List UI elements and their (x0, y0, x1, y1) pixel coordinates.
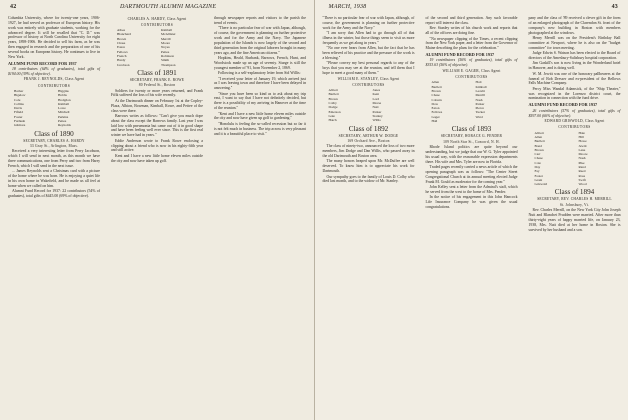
paragraph: of the second and third generation. Any such favorable report will interest the class. (425, 16, 518, 25)
paragraph: Our sympathy goes to the family of Louis D. Colby who died last month, and to the widow of Mr. Stanley. (322, 174, 415, 184)
paragraph: Henry Merrill was on the President's Birthday Ball committee at Newport, where he is also on the "budget committee" for town meeting. (528, 35, 621, 50)
contributors-heading: CONTRIBUTORS (558, 125, 591, 130)
contributor-name: McAllister (161, 32, 176, 37)
secretary-address: 80 Federal St., Boston (138, 83, 176, 88)
right-running-head (325, 4, 619, 14)
contributor-name: Tucker (475, 110, 485, 115)
paragraph: John Kelley sent a letter from the Admiral's staff, which he served from the west to the home of Mrs. Pender. (425, 185, 518, 194)
contributor-name: Rand (578, 165, 586, 169)
contributor-name: Gale (328, 113, 335, 118)
contributor-name: Eaton (117, 45, 125, 50)
paragraph: Received a very interesting letter from Perry Jacobson, which I will send in next month, as this month we have three communications, one from Perry and two from Harry French, which I will send in the next issue. (8, 149, 100, 168)
contributors-heading: CONTRIBUTORS (140, 22, 174, 27)
contributor-name: Jacobson (117, 62, 130, 67)
contributor-name: Abbott (534, 130, 544, 135)
class-agent: FRANK J. REYNOLDS, Class Agent (23, 77, 85, 82)
contributor-name: Robinson (161, 53, 174, 58)
paragraph: Barrows writes as follows: "Can't give you much dope about the class except the Barrows family. Last year I was laid low with pneumonia but came out of it in good shape and have been feeling well ever since. This is the first real winter we have had in years." (111, 113, 203, 138)
contributor-list (8, 89, 100, 128)
contributor-name: Holt (475, 80, 482, 85)
contributor-name: Wood (578, 182, 587, 187)
right-page (315, 0, 628, 420)
class-secretary: SECRETARY, HORACE G. PENDER (440, 134, 503, 139)
contributors-heading: CONTRIBUTORS (352, 82, 385, 87)
paragraph: Judge Edwin S. Watson has been elected to the Board of directors of the Amesbury-Salisbury hospital corporation. (528, 51, 621, 60)
contributor-name: Merrill (475, 93, 486, 98)
contributor-name: Hale (578, 130, 585, 135)
paragraph: "Kent and I have a new little home eleven miles outside the city and now have given up golf to gardening." (214, 111, 306, 121)
running-head-date: MARCH, 1938 (328, 4, 367, 10)
contributor-name: Brown (431, 89, 441, 93)
contributor-list (323, 88, 415, 122)
contributor-name: Collins (14, 101, 24, 106)
contributor-name: Grant (534, 177, 543, 182)
contributor-name: Chase (431, 93, 440, 98)
paragraph: "Honolulu is feeling the so-called recession but so far it is not felt much in business. The trip across is very pleasant and it is a beautiful place to visit." (214, 121, 306, 136)
contributor-name: Fellows (431, 110, 443, 115)
contributor-name: Chase (534, 156, 543, 161)
contributor-name: Reynolds (58, 123, 71, 128)
paragraph: Columbia University, where for twenty-one years, 1906-1927, he had served as professor of European history. His work was entirely with graduate students, working for the advanced degree. It will be recalled that "C. D." was professor of history at North Carolina University for eight years, 1898-1906. He decided to sell his farm, as he was then engaged in research and the preparation of one of his several books on European history. He continues to live in New York. (8, 16, 100, 59)
paragraph: Following is a self-explanatory letter from Sid Willis: (218, 71, 301, 76)
contributor-name: Abbott (328, 88, 338, 93)
class-agent: WILLIAM E. STANLEY, Class Agent (337, 76, 400, 81)
paragraph: "Please convey my best personal regards to any of the boys that you may see at the reunion, and tell them that I hope to meet a good many of them." (322, 61, 415, 76)
contributor-name: Gilmore (14, 123, 26, 128)
paragraph: Rev. Charles Merrill, on the New York City John Joseph Nutt and Blanchet Prudden were married. After more than thirty-eight years of happy married life, on January 23, 1938, Mrs. Nutt died at her home in Boston. She is survived by her husband and a son. (528, 208, 621, 232)
class-agent: EDWARD GRISWOLD, Class Agent (544, 118, 605, 123)
contributor-name: Brown (117, 36, 127, 41)
contributor-name: Thompson (161, 62, 176, 67)
class-agent: CHARLES A. HARDY, Class Agent (127, 16, 187, 21)
contributor-name: Allen (431, 80, 440, 85)
contributor-name: Hill (578, 134, 584, 139)
contributor-name: Bartlett (431, 84, 442, 89)
contributor-name: Bigelow (14, 93, 26, 98)
contributor-name: Swift (578, 177, 586, 182)
secretary-address: 33 Gray St., Arlington, Mass. (29, 143, 79, 148)
paragraph: The class of ninety-two, announced the loss of two more members, Jim Dodge and Dan Willis, who passed away in the old Dartmouth and Boston area. (322, 144, 415, 158)
paragraph: Jim Gaskill's son is now living in the Wonderland hotel in Hanover, and is doing well. (528, 61, 621, 71)
fund-text: 19 contributors (56% of graduates), total gifts of $353.63 (56% of objective). (425, 58, 518, 68)
right-column-1 (323, 16, 415, 185)
left-running-head (10, 4, 304, 14)
paragraph: "Since you have been so kind as to ask about my trip east, I want to say that I have not definitely decided, but there is a possibility of my arriving in Hanover at the time of the reunion." (214, 91, 306, 111)
contributor-name: Hatch (328, 118, 337, 123)
contributor-name: Kimball (475, 84, 487, 89)
contributors-heading: CONTRIBUTORS (455, 75, 488, 80)
paragraph: W. M. Jewitt was one of the honorary pallbearers at the funeral of Bob Dresser and ex-president of the Bellows Falls Machine Company. (528, 71, 621, 86)
contributor-name: Pettee (161, 49, 170, 54)
contributor-name: Allen (534, 134, 543, 139)
paragraph: In the notice of his engagement in this John Hancock Life Insurance Company he was given the usual congratulations. (425, 195, 518, 209)
class-secretary: SECRETARY, CHARLES A. HARDY (23, 138, 85, 143)
contributor-name: Ward (475, 114, 483, 119)
contributor-name: Furbush (14, 118, 26, 123)
contributor-name: Brown (328, 96, 338, 101)
contributor-name: Nutt (372, 105, 379, 110)
contributor-name: Fellows (117, 49, 128, 54)
contributor-name: Kent (372, 92, 380, 97)
class-heading: Class of 1890 (34, 129, 74, 138)
contributor-name: Nash (578, 156, 586, 161)
paragraph: "No one ever hears from Allen, but the fact that he has been relieved of his practice and the pressure of the work is a blessing." (322, 46, 415, 60)
paragraph: Percy Miss Wandal Adamsick, of the "Ship Theater," was recognized in the Lorenzo district court, the nomination in connection with the fund drive. (528, 86, 621, 101)
contributor-name: Cole (534, 160, 541, 165)
left-column-2 (111, 16, 203, 164)
contributor-list (426, 80, 518, 123)
contributor-name: Higgins (58, 88, 69, 93)
contributor-name: Hobbs (58, 93, 67, 98)
class-heading: Class of 1893 (451, 125, 492, 134)
contributor-name: Kimball (58, 101, 70, 106)
contributor-name: Dodge (328, 105, 338, 110)
contributor-name: Eaton (431, 106, 440, 111)
right-column-2 (426, 16, 518, 210)
contributor-name: Davis (14, 106, 22, 111)
paragraph: through newspaper reports and visitors to the parish the trend of events. (214, 16, 306, 25)
contributor-name: Noyes (161, 45, 170, 50)
left-column-3 (214, 16, 306, 137)
paragraph: The many honors heaped upon Mr. McDuffee are well deserved. To know him is to appreciate his work for Dartmouth. (322, 159, 415, 174)
contributor-name: Pike (578, 160, 585, 165)
class-secretary: SECRETARY, ARTHUR W. DODGE (338, 133, 399, 138)
contributor-name: Carr (534, 152, 541, 157)
contributor-name: Mitchell (58, 110, 70, 115)
contributor-name: Colby (328, 101, 337, 106)
contributor-name: Griswold (534, 182, 548, 187)
right-column-3 (529, 16, 621, 233)
fund-text: 26 contributors (57% of graduates), total gifts of $597.00 (66% of objective). (528, 108, 621, 118)
paragraph: "No newspaper clipping of the Times, a recent clipping from the New York paper, and a letter from the Governor of Maine describing the plans for the celebration." (425, 36, 518, 51)
fund-text: 18 contributors (64% of graduates), total gifts of $194.00 (39% of objective). (8, 66, 100, 76)
contributor-name: Smith (161, 58, 170, 63)
paragraph: Alumni Fund Record for 1937: 22 contributors (54% of graduates), total gifts of $445.00 (69% of objective). (8, 189, 100, 199)
paragraph: Eddie Anderson wrote to Frank Rowe enclosing a clipping about a friend who is now in his eighty-fifth year and still active. (111, 138, 203, 153)
contributor-name: Leavitt (475, 89, 486, 93)
contributor-name: Emerson (328, 109, 341, 114)
page-number: 42 (10, 4, 17, 10)
contributor-name: Howe (578, 139, 587, 144)
paragraph: Hopkins, Heald, Burbank, Barrows, French, Hunt, and Woodstock made up an age of seventy. Sturge is still the youngest member of '91, born November 2, 1869. (214, 55, 306, 70)
contributor-name: Hodgdon (58, 97, 71, 102)
contributor-name: Moore (161, 41, 171, 46)
contributor-name: Bartlett (534, 139, 545, 144)
secretary-address: St. Johnsbury, Vt. (559, 202, 590, 207)
paragraph: Rev. Stanley writes of his church work and reports that all of the officers are doing fine. (425, 26, 518, 36)
contributor-name: Bartlett (328, 92, 339, 97)
contributors-heading: CONTRIBUTORS (37, 83, 71, 88)
class-agent: WILLIAM E. GAGER, Class Agent (442, 68, 501, 73)
contributor-name: Cole (14, 97, 21, 102)
contributor-name: Gager (431, 114, 440, 119)
contributor-name: Parker (372, 109, 382, 114)
paragraph: Soldiers for twenty or more years returned, and Frank Fifik suffered the loss of his wife recently. (111, 88, 203, 98)
left-column-1 (8, 16, 100, 199)
contributor-name: Perkins (58, 114, 69, 119)
fund-heading: ALUMNI FUND RECORD FOR 1937 (528, 102, 598, 108)
paragraph: ... James Reynolds sent a Christmas card with a picture of the home where he was born. He is enjoying a quiet life in his own home in Wakefield, and he made us all feel at home when we called on him. (8, 169, 100, 188)
paragraph: "I received your letter of January 19, which arrived just as I was leaving town and therefore I have been delayed in answering." (214, 76, 306, 91)
paragraph: pany and the class of '89 received a clever gift in the form of an enlarged photograph of the Clarendon St. front of the company's new building in Boston with members photographed at the windows. (528, 16, 621, 35)
contributor-name: Nash (475, 97, 483, 102)
contributor-name: Blanchard (117, 32, 131, 37)
contributor-name: French (117, 53, 127, 58)
contributor-name: Foster (534, 173, 543, 178)
secretary-address: 169 Orchard Ave., Boston (347, 138, 390, 143)
class-secretary: SECRETARY, REV. CHARLES H. MERRILL (537, 197, 612, 202)
contributor-name: Pettee (58, 118, 67, 123)
running-head-title: DARTMOUTH ALUMNI MAGAZINE (120, 4, 217, 10)
contributor-name: Stanley (372, 113, 383, 118)
contributor-name: Bond (534, 143, 542, 148)
contributor-name: Moore (578, 152, 588, 157)
contributor-name: Ross (578, 173, 586, 178)
paragraph: At the Dartmouth dinner on February 1st at the Copley-Plaza, Albion, Bowman, Kimball, Rowe, and Pettee of the class were there. (111, 98, 203, 113)
contributor-list (529, 131, 621, 187)
fund-heading: ALUMNI FUND RECORD FOR 1937 (425, 52, 495, 58)
class-heading: Class of 1894 (554, 188, 595, 197)
contributor-list (111, 28, 203, 67)
contributor-name: Brown (534, 147, 544, 152)
contributor-name: Lane (578, 147, 586, 152)
contributor-name: Chase (117, 41, 126, 46)
paragraph: Rhode Island politics are quite beyond our understanding, but we judge that our W. G. Tyler appointed his usual way, with the reasonable expression departments there. His wife and Mrs. Tyler are now in Florida. (425, 145, 518, 164)
fund-heading: ALUMNI FUND RECORD FOR 1937 (8, 60, 77, 66)
contributor-name: Dow (431, 101, 439, 106)
contributor-name: Parker (475, 101, 485, 106)
paragraph: "There is no particular fear of war with Japan, although, of course, the government is planning on further protective work and for the Army and the Navy. The Japanese population of the Islands is now largely of the second and third generation from the original laborers brought in many years ago, and the fine American citizens." (214, 26, 306, 55)
contributor-name: Merrill (161, 36, 171, 41)
contributor-name: Coburn (431, 97, 442, 102)
contributor-name: Lowe (58, 106, 66, 111)
contributor-name: Foster (14, 114, 23, 119)
page-number: 43 (611, 4, 618, 10)
contributor-name: Jewitt (578, 143, 587, 148)
secretary-address: 109 North Star St., Concord, N. H. (443, 139, 500, 144)
paragraph: "There is no particular fear of war with Japan, although, of course, the government is planning on further protective work for the Army and the Navy." (322, 16, 415, 30)
contributor-name: Kimball (161, 28, 173, 33)
class-heading: Class of 1892 (348, 124, 389, 133)
contributor-name: Morse (372, 101, 382, 106)
contributor-name: Fifield (14, 110, 24, 115)
contributor-name: Lord (372, 96, 380, 101)
class-heading: Class of 1891 (137, 68, 177, 77)
paragraph: "I am sorry that Allen had to go through all of that illness in the winter, but those things seem to visit us more frequently as we get along in years." (322, 31, 415, 45)
contributor-name: Pierce (475, 106, 484, 111)
contributor-name: Albee (117, 28, 126, 33)
class-secretary: SECRETARY, FRANK E. ROWE (129, 77, 185, 82)
contributor-name: Hardy (117, 58, 126, 63)
contributor-name: Willis (372, 118, 381, 123)
contributor-name: Day (534, 165, 541, 169)
contributor-name: Hall (431, 119, 438, 124)
contributor-name: Jones (372, 88, 381, 93)
paragraph: Traded pages recently carried a news article of which the opening paragraph was as follows: "The Center Street Congregational Church at its annual meeting elected Judge Frank M. Gould as moderator for the coming year." (425, 165, 518, 184)
contributor-name: Barber (14, 88, 24, 93)
paragraph: Kent and I have a new little home eleven miles outside the city and now have taken up golf. (111, 153, 203, 163)
contributor-name: Reed (578, 169, 586, 174)
contributor-name: Fay (534, 169, 540, 174)
